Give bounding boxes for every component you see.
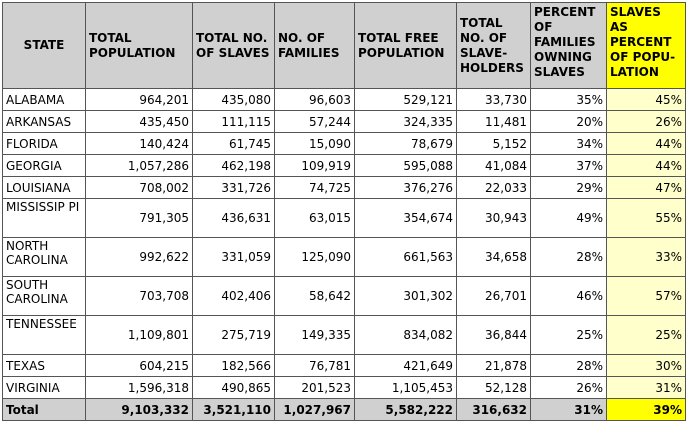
pct-slaves-cell: 33% [607,238,686,277]
pct-families-cell: 28% [531,238,607,277]
pct-families-cell: 20% [531,111,607,133]
free-population-cell: 324,335 [355,111,457,133]
state-name: TENNESSEE [3,316,86,355]
total-slaves-cell: 61,745 [193,133,275,155]
pct-slaves-cell: 55% [607,199,686,238]
header-families: NO. OF FAMILIES [275,3,355,89]
slaveholders-cell: 33,730 [457,89,531,111]
slaveholders-cell: 22,033 [457,177,531,199]
total-population-cell: 140,424 [86,133,193,155]
slaveholders-cell: 21,878 [457,355,531,377]
total-slaves-cell: 436,631 [193,199,275,238]
total-population-cell: 1,596,318 [86,377,193,399]
families-cell: 149,335 [275,316,355,355]
pct-families-total: 31% [531,399,607,421]
header-state: STATE [3,3,86,89]
header-row [3,3,686,89]
families-cell: 15,090 [275,133,355,155]
table-row [3,377,686,399]
pct-slaves-cell: 30% [607,355,686,377]
total-slaves-cell: 402,406 [193,277,275,316]
free-population-cell: 376,276 [355,177,457,199]
state-name: SOUTH CAROLINA [3,277,86,316]
pct-slaves-cell: 45% [607,89,686,111]
total-slaves-cell: 111,115 [193,111,275,133]
free-population-cell: 354,674 [355,199,457,238]
slaveholders-cell: 26,701 [457,277,531,316]
state-name: VIRGINIA [3,377,86,399]
total-slaves-cell: 435,080 [193,89,275,111]
total-slaves-cell: 182,566 [193,355,275,377]
families-cell: 76,781 [275,355,355,377]
table-row [3,316,686,355]
table-row [3,111,686,133]
free-population-cell: 421,649 [355,355,457,377]
pct-families-cell: 49% [531,199,607,238]
state-name: MISSISSIP PI [3,199,86,238]
pct-slaves-cell: 57% [607,277,686,316]
slaveholders-cell: 34,658 [457,238,531,277]
header-pct-slaves: SLAVES AS PERCENT OF POPU-LATION [607,3,686,89]
pct-families-cell: 29% [531,177,607,199]
table-row [3,155,686,177]
free-population-total: 5,582,222 [355,399,457,421]
slave-census-table [2,2,686,421]
table-row [3,89,686,111]
total-slaves-cell: 490,865 [193,377,275,399]
families-cell: 96,603 [275,89,355,111]
state-name: ARKANSAS [3,111,86,133]
slaveholders-cell: 36,844 [457,316,531,355]
total-population-cell: 964,201 [86,89,193,111]
pct-slaves-cell: 26% [607,111,686,133]
state-name: GEORGIA [3,155,86,177]
families-cell: 201,523 [275,377,355,399]
table-row [3,133,686,155]
total-population-cell: 791,305 [86,199,193,238]
total-slaves-total: 3,521,110 [193,399,275,421]
pct-families-cell: 26% [531,377,607,399]
total-row [3,399,686,421]
pct-slaves-cell: 47% [607,177,686,199]
slaveholders-cell: 41,084 [457,155,531,177]
total-population-cell: 1,109,801 [86,316,193,355]
free-population-cell: 529,121 [355,89,457,111]
state-name: LOUISIANA [3,177,86,199]
total-population-cell: 708,002 [86,177,193,199]
header-free-population: TOTAL FREE POPULATION [355,3,457,89]
total-slaves-cell: 462,198 [193,155,275,177]
state-name: NORTH CAROLINA [3,238,86,277]
pct-slaves-cell: 25% [607,316,686,355]
total-population-cell: 435,450 [86,111,193,133]
free-population-cell: 661,563 [355,238,457,277]
total-population-cell: 604,215 [86,355,193,377]
pct-families-cell: 25% [531,316,607,355]
free-population-cell: 834,082 [355,316,457,355]
pct-slaves-cell: 44% [607,133,686,155]
free-population-cell: 301,302 [355,277,457,316]
header-pct-families: PERCENT OF FAMILIES OWNING SLAVES [531,3,607,89]
header-total-population: TOTAL POPULATION [86,3,193,89]
pct-families-cell: 28% [531,355,607,377]
families-cell: 58,642 [275,277,355,316]
slaveholders-cell: 5,152 [457,133,531,155]
total-population-total: 9,103,332 [86,399,193,421]
total-population-cell: 992,622 [86,238,193,277]
total-slaves-cell: 331,059 [193,238,275,277]
total-slaves-cell: 331,726 [193,177,275,199]
total-label: Total [3,399,86,421]
pct-slaves-total: 39% [607,399,686,421]
families-cell: 63,015 [275,199,355,238]
table-row [3,277,686,316]
state-name: ALABAMA [3,89,86,111]
pct-families-cell: 34% [531,133,607,155]
slaveholders-cell: 52,128 [457,377,531,399]
state-name: TEXAS [3,355,86,377]
slaveholders-cell: 30,943 [457,199,531,238]
total-slaves-cell: 275,719 [193,316,275,355]
table-row [3,238,686,277]
families-cell: 74,725 [275,177,355,199]
total-population-cell: 703,708 [86,277,193,316]
slaveholders-total: 316,632 [457,399,531,421]
pct-families-cell: 37% [531,155,607,177]
families-total: 1,027,967 [275,399,355,421]
pct-slaves-cell: 31% [607,377,686,399]
table-row [3,355,686,377]
free-population-cell: 78,679 [355,133,457,155]
pct-slaves-cell: 44% [607,155,686,177]
families-cell: 109,919 [275,155,355,177]
families-cell: 57,244 [275,111,355,133]
pct-families-cell: 46% [531,277,607,316]
free-population-cell: 595,088 [355,155,457,177]
header-slaveholders: TOTAL NO. OF SLAVE-HOLDERS [457,3,531,89]
state-name: FLORIDA [3,133,86,155]
pct-families-cell: 35% [531,89,607,111]
table-row [3,177,686,199]
total-population-cell: 1,057,286 [86,155,193,177]
families-cell: 125,090 [275,238,355,277]
free-population-cell: 1,105,453 [355,377,457,399]
table-row [3,199,686,238]
slaveholders-cell: 11,481 [457,111,531,133]
header-total-slaves: TOTAL NO. OF SLAVES [193,3,275,89]
